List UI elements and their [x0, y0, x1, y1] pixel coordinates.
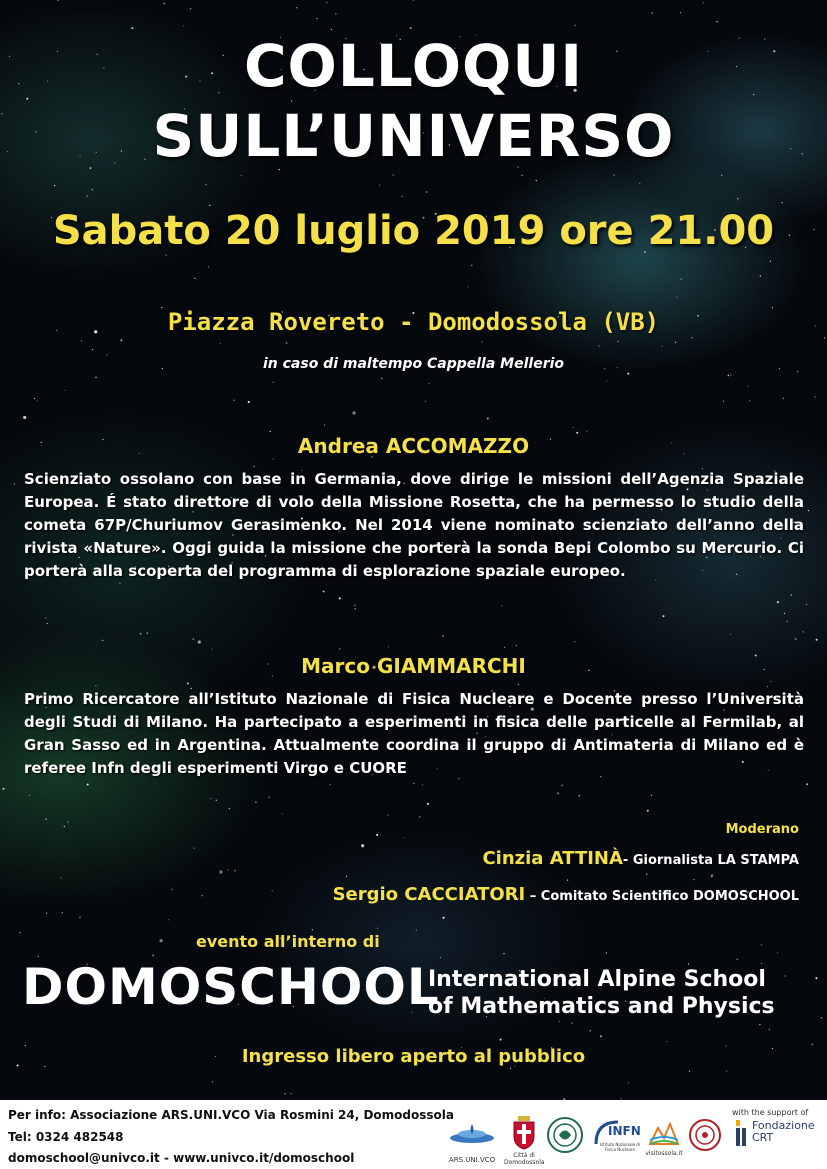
info-phone: Tel: 0324 482548 [8, 1130, 124, 1144]
event-inside-label: evento all’interno di [196, 932, 380, 951]
speaker-bio-giammarchi: Primo Ricercatore all’Istituto Nazionale di Fisica Nucleare e Docente presso l’Università degli Studi di Milano. Ha partecipato a esperimenti in fisica delle particelle al Fermilab, al Gran Sasso ed in Argentina. Attualmente coordina il gruppo di Antimateria di Milano ed è referee Infn degli esperimenti Virgo e CUORE [24, 690, 804, 777]
moderators-heading: Moderano [725, 822, 799, 837]
info-address: Per info: Associazione ARS.UNI.VCO Via Rosmini 24, Domodossola [8, 1108, 454, 1122]
moderator-attina [482, 848, 799, 869]
bad-weather-note: in caso di maltempo Cappella Mellerio [262, 356, 565, 372]
title-line-2: SULL’UNIVERSO [152, 102, 675, 170]
moderator-role: - Giornalista LA STAMPA [622, 853, 799, 868]
school-desc-line-2: of Mathematics and Physics [428, 994, 775, 1019]
ars-univco-logo [448, 1122, 496, 1156]
fondazione-crt-logo-mark [736, 1120, 748, 1146]
moderator-name: Cinzia ATTINÀ [482, 848, 623, 869]
speaker-name-giammarchi: Marco GIAMMARCHI [301, 654, 526, 678]
city-crest-caption: Città di Domodossola [504, 1152, 545, 1166]
university-seal-logo [546, 1116, 584, 1154]
domoschool-name: DOMOSCHOOL [22, 958, 440, 1016]
fondazione-crt-name [752, 1120, 815, 1144]
support-label: with the support of [732, 1108, 809, 1117]
city-crest-logo [512, 1116, 536, 1150]
speaker-bio-accomazzo: Scienziato ossolano con base in Germania, dove dirige le missioni dell’Agenzia Spaziale Europea. É stato direttore di volo della Missione Rosetta, che ha permesso lo studio della cometa 67P/Churiumov Gerasimenko. Nel 2014 viene nominato scienziato dell’anno della rivista «Nature». Oggi guida la missione che porterà la sonda Bepi Colombo su Mercurio. Ci porterà alla scoperta del programma di esplorazione spaziale europeo. [24, 470, 804, 580]
moderator-name: Sergio CACCIATORI [332, 884, 526, 905]
moderator-role: – Comitato Scientifico DOMOSCHOOL [525, 889, 799, 904]
ars-logo-caption: ARS.UNI.VCO [448, 1156, 496, 1164]
title-line-1: COLLOQUI [243, 32, 583, 100]
infn-logo-subtext: Istituto Nazionale di Fisica Nucleare [600, 1142, 640, 1152]
event-location: Piazza Rovereto - Domodossola (VB) [167, 308, 660, 336]
speaker-name-accomazzo: Andrea ACCOMAZZO [297, 434, 530, 458]
society-seal-logo [688, 1118, 722, 1152]
infn-logo-text: INFN [608, 1124, 641, 1138]
sponsor-line-1: Fondazione [752, 1119, 815, 1132]
sponsor-line-2: CRT [752, 1131, 774, 1144]
free-entry-note: Ingresso libero aperto al pubblico [241, 1046, 586, 1067]
moderator-cacciatori [333, 884, 799, 905]
visitossola-logo [648, 1118, 680, 1148]
school-desc-line-1: International Alpine School [428, 967, 766, 992]
info-contacts: domoschool@univco.it - www.univco.it/domoschool [8, 1151, 355, 1165]
visitossola-caption: visitossola.it [645, 1150, 683, 1157]
footer [0, 1100, 827, 1169]
event-date-time: Sabato 20 luglio 2019 ore 21.00 [52, 208, 775, 254]
